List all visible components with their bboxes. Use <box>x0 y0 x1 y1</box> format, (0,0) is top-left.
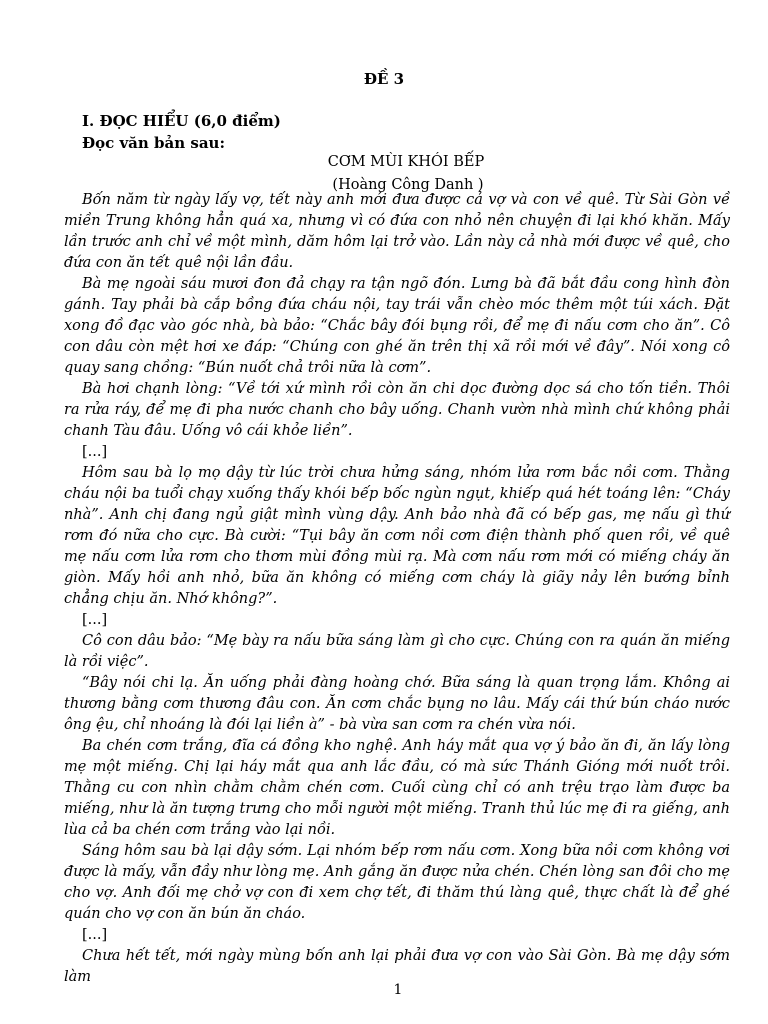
paragraph: Hôm sau bà lọ mọ dậy từ lúc trời chưa hửng sáng, nhóm lửa rơm bắc nồi cơm. Thằng cháu nội ba tuổi chạy xuống thấy khói bếp bốc ngùn ngụt, khiếp quá hét toáng lên: “Cháy nhà”. Anh chị đang ngủ giật mình vùng dậy. Anh bảo nhà đã có bếp gas, mẹ nấu gì thứ rơm đó nữa cho cực. Bà cười: “Tụi bây ăn cơm nồi cơm điện thành phố quen rồi, về quê mẹ nấu cơm lửa rơm cho thơm mùi đồng mùi rạ. Mà cơm nấu rơm mới có miếng cháy ăn giòn. Mấy hồi anh nhỏ, bữa ăn không có miếng cơm cháy là giãy nảy lên bướng bỉnh chẳng chịu ăn. Nhớ không?”. <box>64 465 730 607</box>
ellipsis-marker: [...] <box>82 444 108 460</box>
paragraph: Bà hơi chạnh lòng: “Về tới xứ mình rồi còn ăn chi dọc đường dọc sá cho tốn tiền. Thôi ra rửa ráy, để mẹ đi pha nước chanh cho bây uống. Chanh vườn nhà mình chứ không phải chanh Tàu đâu. Uống vô cái khỏe liền”. <box>64 381 730 439</box>
story-body <box>64 190 730 988</box>
paragraph: Cô con dâu bảo: “Mẹ bày ra nấu bữa sáng làm gì cho cực. Chúng con ra quán ăn miếng là rồi việc”. <box>64 633 730 670</box>
page-number: 1 <box>393 982 403 998</box>
section-heading: I. ĐỌC HIỂU (6,0 điểm) <box>82 112 281 130</box>
paragraph: Sáng hôm sau bà lại dậy sớm. Lại nhóm bếp rơm nấu cơm. Xong bữa nồi cơm không vơi được là mấy, vẫn đầy như lòng mẹ. Anh gắng ăn được nửa chén. Chén lòng san đôi cho mẹ cho vợ. Anh đối mẹ chở vợ con đi xem chợ tết, đi thăm thú làng quê, thực chất là để ghé quán cho vợ con ăn bún ăn cháo. <box>64 843 730 922</box>
story-author: (Hoàng Công Danh ) <box>332 177 484 193</box>
exam-title: ĐỀ 3 <box>363 70 405 88</box>
instruction-text: Đọc văn bản sau: <box>82 134 225 152</box>
paragraph: Chưa hết tết, mới ngày mùng bốn anh lại phải đưa vợ con vào Sài Gòn. Bà mẹ dậy sớm làm <box>64 948 730 985</box>
paragraph: Ba chén cơm trắng, đĩa cá đồng kho nghệ. Anh háy mắt qua vợ ý bảo ăn đi, ăn lấy lòng mẹ một miếng. Chị lại háy mắt qua anh lắc đầu, có mà sức Thánh Gióng mới nuốt trôi. Thằng cu con nhìn chằm chằm chén cơm. Cuối cùng chỉ có anh trệu trạo làm được ba miếng, như là ăn tượng trưng cho mỗi người một miếng. Tranh thủ lúc mẹ đi ra giếng, anh lùa cả ba chén cơm trắng vào lại nồi. <box>64 738 730 838</box>
ellipsis-marker: [...] <box>82 927 108 943</box>
paragraph: “Bây nói chi lạ. Ăn uống phải đàng hoàng chớ. Bữa sáng là quan trọng lắm. Không ai thương bằng cơm thương đâu con. Ăn cơm chắc bụng no lâu. Mấy cái thứ bún cháo nước ông ệu, chỉ nhoáng là đói lại liền à” - bà vừa san cơm ra chén vừa nói. <box>64 675 730 733</box>
ellipsis-marker: [...] <box>82 612 108 628</box>
paragraph: Bốn năm từ ngày lấy vợ, tết này anh mới đưa được cả vợ và con về quê. Từ Sài Gòn về miền Trung không hẳn quá xa, nhưng vì có đứa con nhỏ nên chuyện đi lại khó khăn. Mấy lần trước anh chỉ về một mình, dăm hôm lại trở vào. Lần này cả nhà mới được về quê, cho đứa con ăn tết quê nội lần đầu. <box>64 192 730 271</box>
story-title: CƠM MÙI KHÓI BẾP <box>327 154 485 170</box>
paragraph: Bà mẹ ngoài sáu mươi đon đả chạy ra tận ngõ đón. Lưng bà đã bắt đầu cong hình đòn gánh. Tay phải bà cắp bồng đứa cháu nội, tay trái vẫn chèo móc thêm một túi xách. Đặt xong đồ đạc vào góc nhà, bà bảo: “Chắc bây đói bụng rồi, để mẹ đi nấu cơm cho ăn”. Cô con dâu còn mệt hơi xe đáp: “Chúng con ghé ăn trên thị xã rồi mới về đây”. Nói xong cô quay sang chồng: “Bún nuốt chả trôi nữa là cơm”. <box>64 276 730 376</box>
